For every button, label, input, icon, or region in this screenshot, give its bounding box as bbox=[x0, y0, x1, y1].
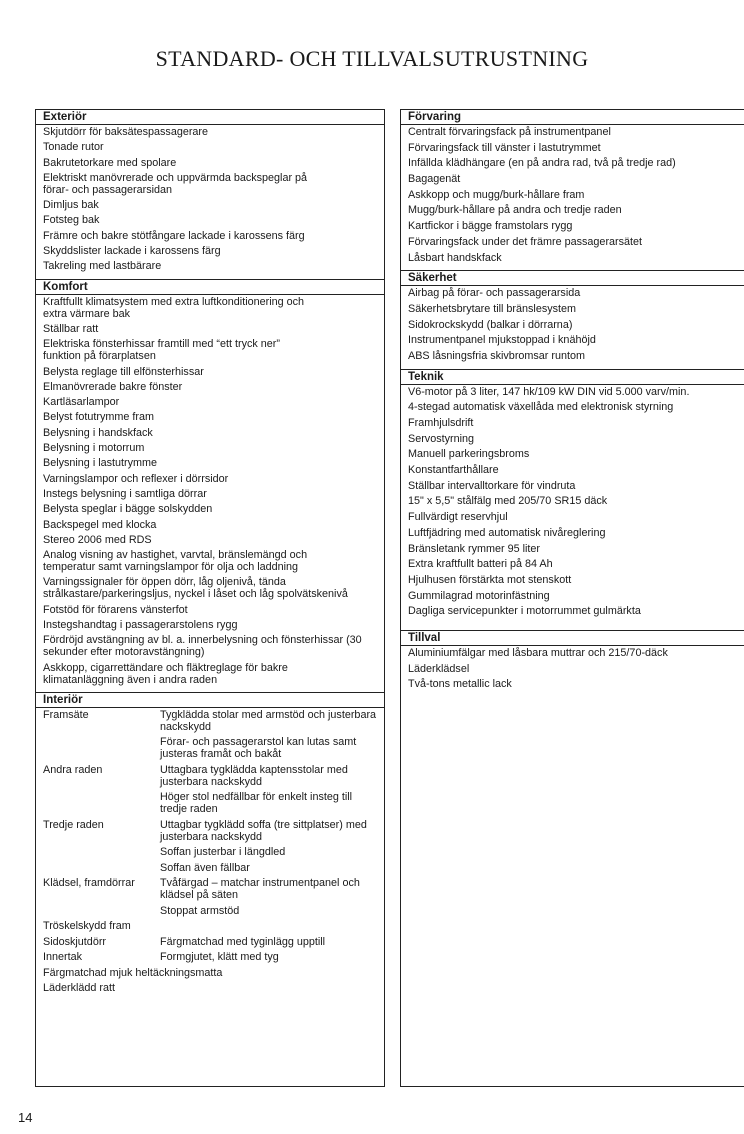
list-item: Aluminiumfälgar med låsbara muttrar och 215/70-däck bbox=[408, 646, 668, 659]
table-row bbox=[43, 982, 378, 994]
list-item: Centralt förvaringsfack på instrumentpanel bbox=[408, 126, 611, 138]
list-item: Instegs belysning i samtliga dörrar bbox=[43, 487, 207, 500]
row-values bbox=[160, 764, 378, 816]
list-item: Två-tons metallic lack bbox=[408, 678, 512, 691]
teknik-list bbox=[401, 385, 744, 624]
row-value: Tvåfärgad – matchar instrumentpanel och klädsel på säten bbox=[160, 877, 360, 902]
section-heading-tillval: Tillval bbox=[401, 630, 744, 646]
section-heading-forvaring: Förvaring bbox=[401, 110, 744, 125]
list-item: Luftfjädring med automatisk nivåreglering bbox=[408, 526, 606, 539]
list-item: Fullvärdigt reservhjul bbox=[408, 511, 508, 524]
list-item: Instrumentpanel mjukstoppad i knähöjd bbox=[408, 334, 596, 347]
row-values bbox=[160, 951, 378, 963]
row-value: Uttagbara tygklädda kaptensstolar med justerbara nackskydd bbox=[160, 763, 348, 788]
list-item: Elektriskt manövrerade och uppvärmda backspeglar på förar- och passagerarsidan bbox=[43, 171, 308, 196]
list-item: Airbag på förar- och passagerarsida bbox=[408, 287, 581, 300]
row-value: Höger stol nedfällbar för enkelt insteg till tredje raden bbox=[160, 791, 353, 816]
list-item: Gummilagrad motorinfästning bbox=[408, 589, 550, 602]
list-item: Ställbar intervalltorkare för vindruta bbox=[408, 479, 576, 492]
interior-list bbox=[36, 708, 384, 1001]
row-label: Innertak bbox=[43, 951, 83, 964]
list-item: Instegshandtag i passagerarstolens rygg bbox=[43, 619, 238, 632]
list-item: Säkerhetsbrytare till bränslesystem bbox=[408, 302, 577, 315]
list-item: Belysta reglage till elfönsterhissar bbox=[43, 365, 204, 378]
row-label: Färgmatchad mjuk heltäckningsmatta bbox=[43, 966, 223, 979]
list-item: V6-motor på 3 liter, 147 hk/109 kW DIN vid 5.000 varv/min. bbox=[408, 385, 690, 398]
table-row bbox=[43, 951, 378, 963]
list-item: Bakrutetorkare med spolare bbox=[43, 156, 177, 169]
list-item: Infällda klädhängare (en på andra rad, två på tredje rad) bbox=[408, 157, 676, 170]
section-heading-exterior: Exteriör bbox=[36, 110, 384, 125]
tillval-list bbox=[401, 646, 744, 697]
list-item: Skjutdörr för baksätespassagerare bbox=[43, 126, 209, 138]
list-item: Elmanövrerade bakre fönster bbox=[43, 380, 183, 393]
list-item: Konstantfarthållare bbox=[408, 464, 499, 477]
section-heading-teknik: Teknik bbox=[401, 369, 744, 385]
row-label: Framsäte bbox=[43, 708, 89, 721]
list-item: Låsbart handskfack bbox=[408, 251, 502, 264]
sakerhet-list bbox=[401, 286, 744, 368]
list-item: Fördröjd avstängning av bl. a. innerbelysning och fönsterhissar (30 sekunder efter motoravstängning) bbox=[43, 634, 362, 659]
row-values bbox=[160, 819, 378, 874]
list-item: Servostyrning bbox=[408, 432, 475, 445]
forvaring-list bbox=[401, 125, 744, 270]
list-item: Ställbar ratt bbox=[43, 322, 99, 335]
table-row bbox=[43, 920, 378, 932]
table-row bbox=[43, 709, 378, 761]
list-item: Varningslampor och reflexer i dörrsidor bbox=[43, 472, 229, 485]
list-item: Dagliga servicepunkter i motorrummet gulmärkta bbox=[408, 605, 641, 618]
list-item: 15" x 5,5" stålfälg med 205/70 SR15 däck bbox=[408, 495, 608, 508]
row-label: Tredje raden bbox=[43, 818, 104, 831]
list-item: Mugg/burk-hållare på andra och tredje raden bbox=[408, 204, 622, 217]
section-heading-sakerhet: Säkerhet bbox=[401, 270, 744, 286]
section-heading-interior: Interiör bbox=[36, 692, 384, 708]
table-row bbox=[43, 877, 378, 917]
list-item: Askkopp och mugg/burk-hållare fram bbox=[408, 188, 585, 201]
table-row bbox=[43, 967, 378, 979]
list-item: Varningssignaler för öppen dörr, låg oljenivå, tända strålkastare/parkeringsljus, nyckel i låset och låg spolvätskenivå bbox=[43, 576, 348, 601]
row-value: Soffan även fällbar bbox=[160, 861, 250, 874]
list-item: Askkopp, cigarrettändare och fläktreglage för bakre klimatanläggning även i andra raden bbox=[43, 661, 288, 686]
list-item: Dimljus bak bbox=[43, 199, 99, 212]
row-value: Tygklädda stolar med armstöd och justerbara nackskydd bbox=[160, 708, 377, 733]
section-heading-komfort: Komfort bbox=[36, 279, 384, 295]
table-row bbox=[43, 764, 378, 816]
list-item: Analog visning av hastighet, varvtal, bränslemängd och temperatur samt varningslampor för olja och laddning bbox=[43, 549, 308, 574]
list-item: Extra kraftfullt batteri på 84 Ah bbox=[408, 558, 553, 571]
list-item: Belysning i handskfack bbox=[43, 426, 153, 439]
list-item: Hjulhusen förstärkta mot stenskott bbox=[408, 573, 572, 586]
table-row bbox=[43, 936, 378, 948]
list-item: Stereo 2006 med RDS bbox=[43, 533, 152, 546]
row-values bbox=[160, 936, 378, 948]
row-value: Uttagbar tygklädd soffa (tre sittplatser) med justerbara nackskydd bbox=[160, 818, 367, 843]
list-item: Fotstöd för förarens vänsterfot bbox=[43, 603, 188, 616]
list-item: Belysta speglar i bägge solskydden bbox=[43, 503, 213, 516]
row-label: Klädsel, framdörrar bbox=[43, 877, 135, 890]
list-item: ABS låsningsfria skivbromsar runtom bbox=[408, 349, 586, 362]
exterior-list bbox=[36, 125, 384, 279]
list-item: Belysning i lastutrymme bbox=[43, 457, 158, 470]
row-value: Färgmatchad med tyginlägg upptill bbox=[160, 935, 326, 948]
list-item: 4-stegad automatisk växellåda med elektronisk styrning bbox=[408, 401, 674, 414]
list-item: Kraftfullt klimatsystem med extra luftkonditionering och extra värmare bak bbox=[43, 295, 305, 320]
list-item: Kartläsarlampor bbox=[43, 396, 120, 409]
page-title: STANDARD- OCH TILLVALSUTRUSTNING bbox=[155, 46, 589, 71]
komfort-list bbox=[36, 295, 384, 692]
list-item: Backspegel med klocka bbox=[43, 518, 157, 531]
list-item: Manuell parkeringsbroms bbox=[408, 448, 530, 461]
row-values bbox=[160, 877, 378, 917]
table-row bbox=[43, 819, 378, 874]
list-item: Fotsteg bak bbox=[43, 214, 100, 227]
row-value: Soffan justerbar i längdled bbox=[160, 846, 286, 859]
list-item: Elektriska fönsterhissar framtill med “ett tryck ner” funktion på förarplatsen bbox=[43, 338, 280, 363]
list-item: Läderklädsel bbox=[408, 662, 470, 675]
list-item: Belyst fotutrymme fram bbox=[43, 411, 154, 424]
row-value: Stoppat armstöd bbox=[160, 904, 240, 917]
row-value: Formgjutet, klätt med tyg bbox=[160, 951, 279, 964]
list-item: Skyddslister lackade i karossens färg bbox=[43, 245, 221, 258]
list-item: Belysning i motorrum bbox=[43, 442, 145, 455]
row-label: Sidoskjutdörr bbox=[43, 935, 107, 948]
list-item: Bagagenät bbox=[408, 173, 461, 186]
list-item: Takreling med lastbärare bbox=[43, 260, 162, 273]
left-column-box bbox=[35, 109, 385, 1087]
row-values bbox=[160, 709, 378, 761]
list-item: Framhjulsdrift bbox=[408, 417, 474, 429]
row-label: Läderklädd ratt bbox=[43, 982, 116, 995]
row-label: Tröskelskydd fram bbox=[43, 920, 131, 933]
row-label: Andra raden bbox=[43, 763, 103, 776]
list-item: Tonade rutor bbox=[43, 141, 104, 154]
list-item: Sidokrockskydd (balkar i dörrarna) bbox=[408, 318, 573, 331]
list-item: Förvaringsfack till vänster i lastutrymmet bbox=[408, 141, 601, 154]
right-column-box bbox=[400, 109, 744, 1087]
page-number: 14 bbox=[18, 1110, 33, 1125]
row-value: Förar- och passagerarstol kan lutas samt justeras framåt och bakåt bbox=[160, 736, 357, 761]
list-item: Bränsletank rymmer 95 liter bbox=[408, 542, 541, 555]
list-item: Främre och bakre stötfångare lackade i karossens färg bbox=[43, 229, 305, 242]
list-item: Kartfickor i bägge framstolars rygg bbox=[408, 220, 573, 233]
list-item: Förvaringsfack under det främre passagerarsätet bbox=[408, 235, 643, 248]
